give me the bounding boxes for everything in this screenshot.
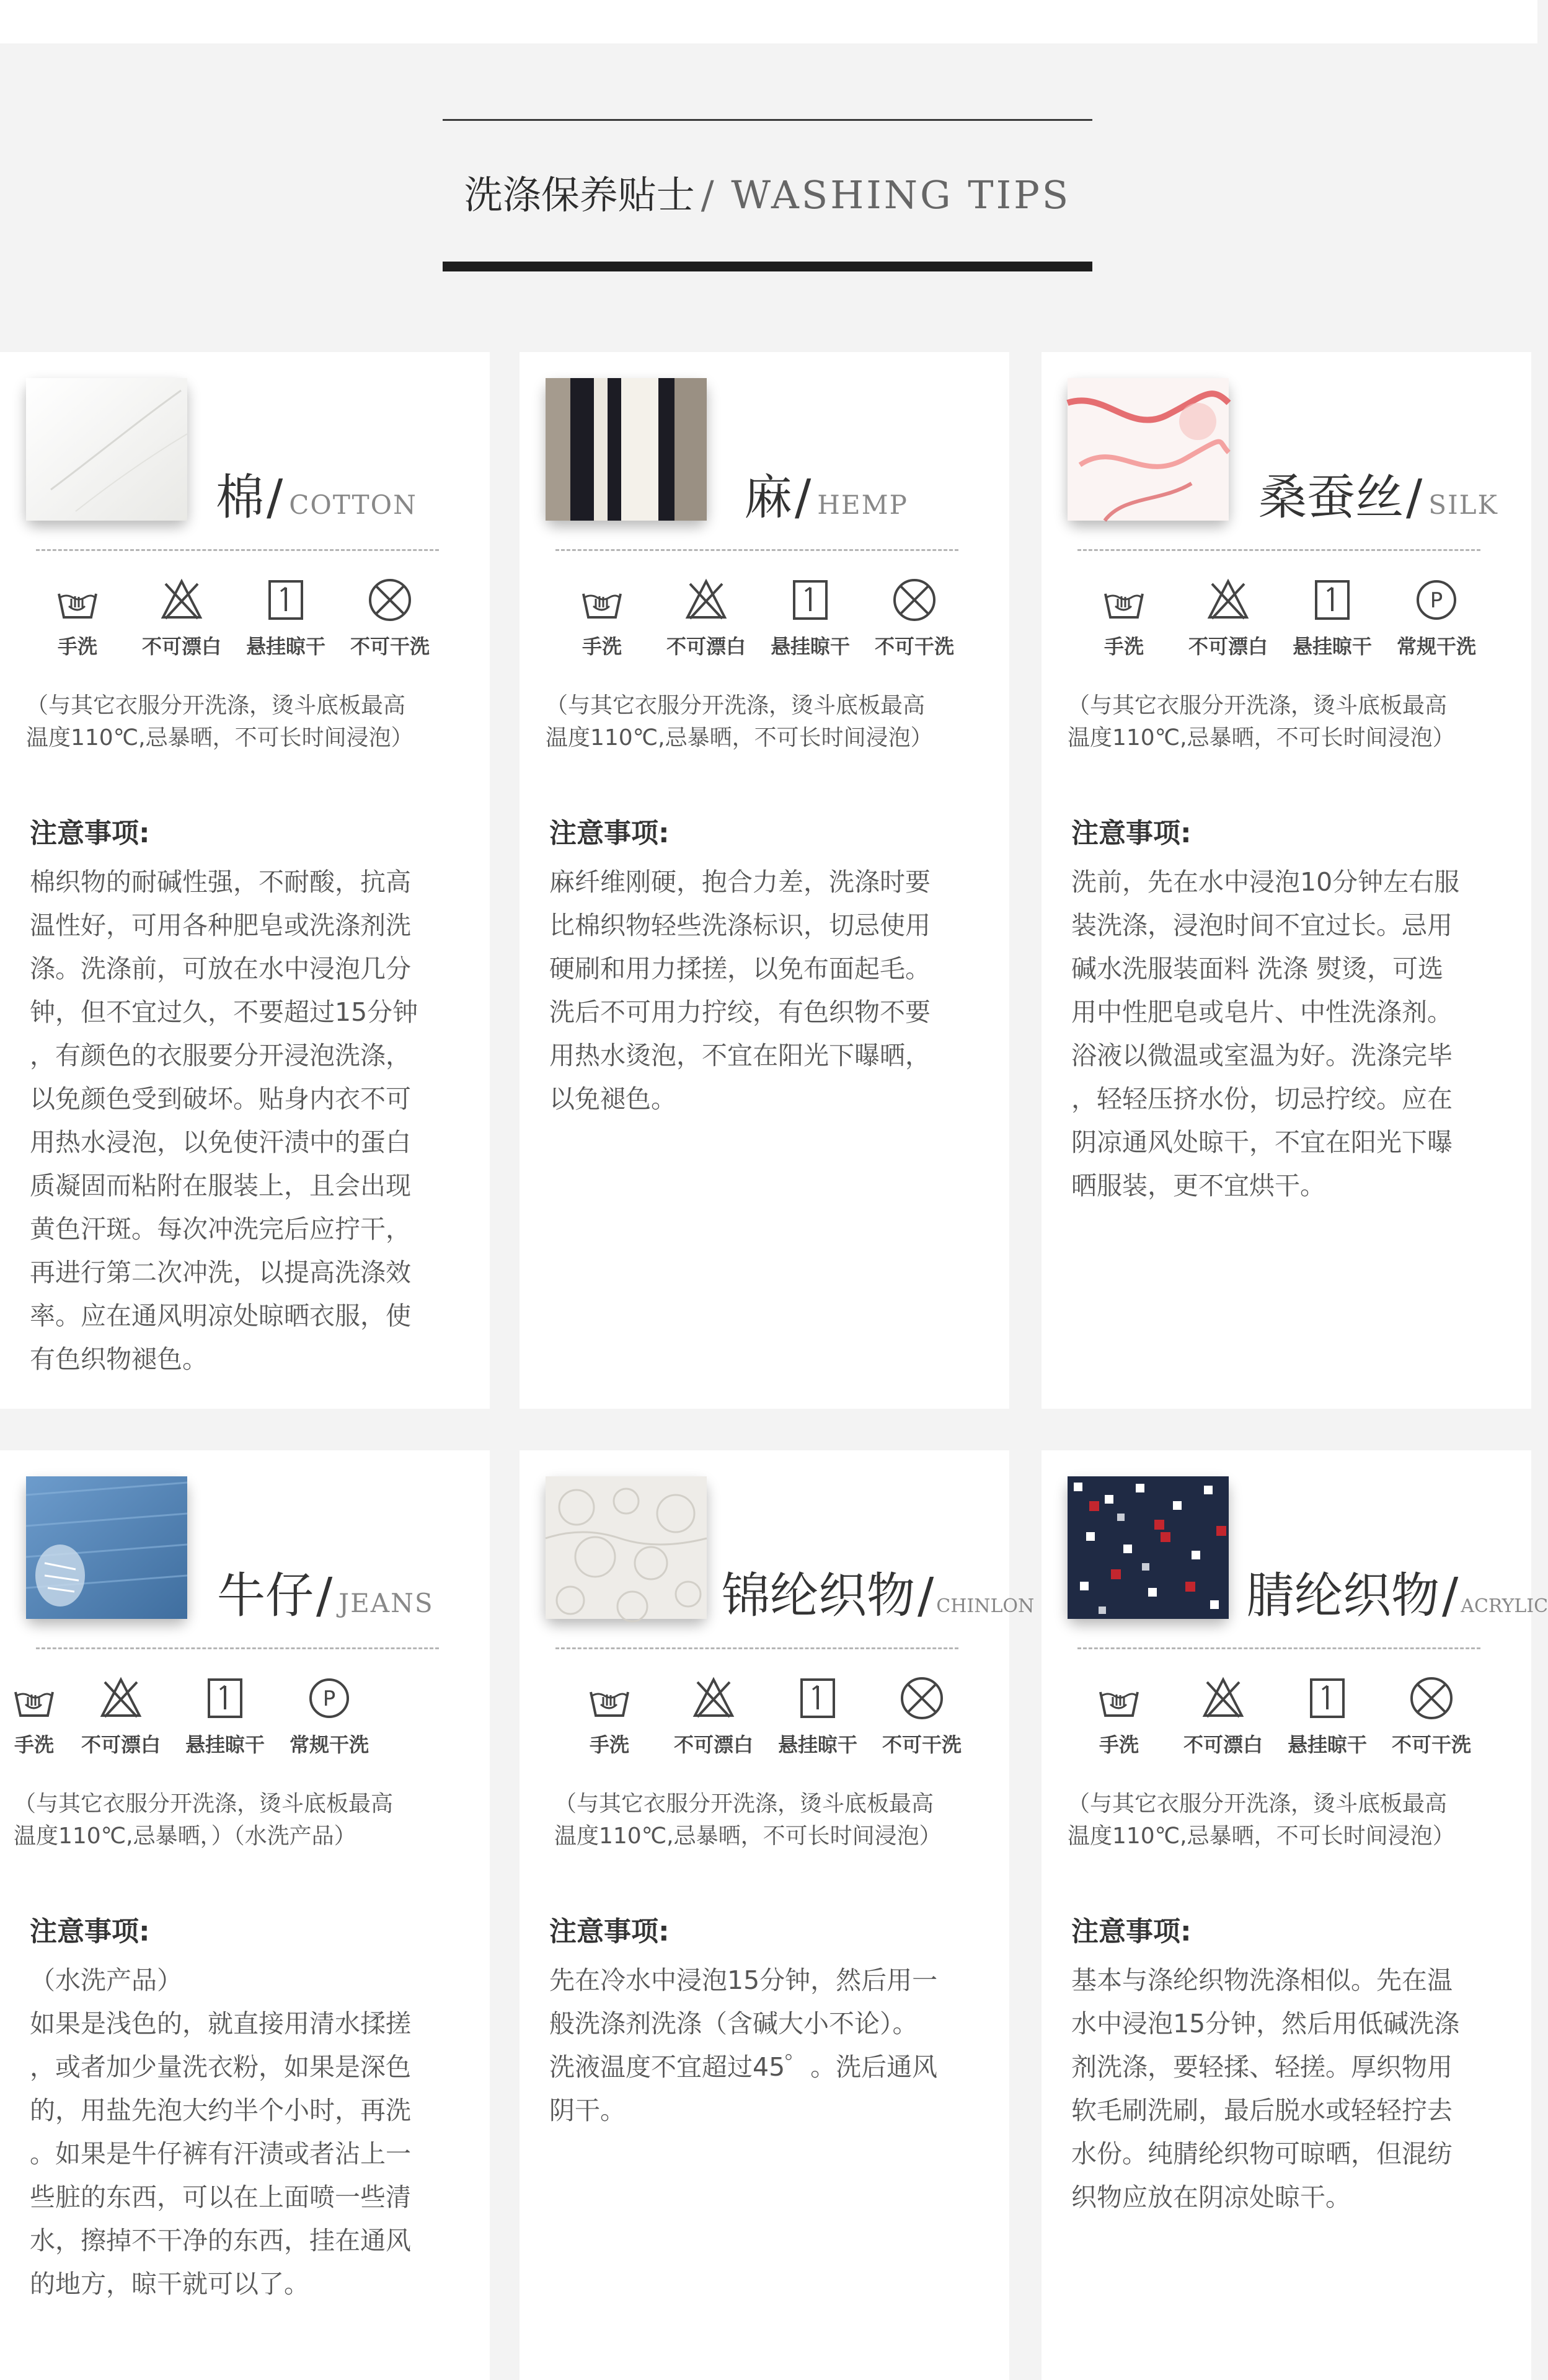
notice-line: 基本与涤纶织物洗涤相似。先在温: [1071, 1965, 1453, 1995]
notice-line: 硬刷和用力揉搓，以免布面起毛。: [549, 954, 931, 984]
acrylic-swatch-photo: [1068, 1476, 1229, 1619]
care-icon-cell: [1175, 575, 1281, 668]
dashed-divider: [1077, 1647, 1480, 1649]
fabric-card-silk: [1042, 352, 1531, 1409]
care-icon-label: 手洗: [1104, 635, 1144, 658]
care-icon-cell: [1384, 575, 1489, 668]
fabric-name-en: JEANS: [338, 1588, 434, 1618]
notice-line: 剂洗涤，要轻揉、轻搓。厚织物用: [1071, 2052, 1453, 2082]
care-icon-label: 手洗: [1099, 1733, 1139, 1756]
notice-body: [1071, 860, 1505, 1207]
notice-line: 用热水浸泡，以免使汗渍中的蛋白: [30, 1127, 411, 1157]
fabric-name-cn: 牛仔: [217, 1568, 314, 1624]
care-icon-cell: [1280, 575, 1385, 668]
hang-dry-icon: [785, 575, 835, 625]
notice-title: 注意事项:: [1071, 818, 1192, 849]
hang-dry-icon: [1303, 1673, 1352, 1723]
care-icon-cell: [1066, 1673, 1172, 1766]
notice-line: ，轻轻压挤水份，切忌拧绞。应在: [1071, 1084, 1453, 1114]
care-icon-cell: [549, 575, 655, 668]
dashed-divider: [555, 1647, 958, 1649]
regular-dry-clean-icon: [304, 1673, 354, 1723]
page-header: [0, 0, 1537, 347]
notice-line: 水，擦掉不干净的东西，挂在通风: [30, 2226, 411, 2255]
care-note: [14, 1788, 460, 1853]
fabric-name: [216, 467, 417, 536]
care-icon-cell: [653, 575, 759, 668]
silk-swatch-photo: [1068, 378, 1229, 521]
jeans-swatch-photo: [26, 1476, 187, 1619]
care-icon-cell: [765, 1673, 870, 1766]
fabric-name: [744, 467, 908, 536]
fabric-name: [217, 1565, 434, 1634]
care-icon-label: 不可漂白: [1188, 635, 1268, 658]
notice-line: 软毛刷洗刷，最后脱水或轻轻拧去: [1071, 2096, 1453, 2125]
hand-wash-icon: [1094, 1673, 1144, 1723]
fabric-name: [722, 1565, 1034, 1637]
notice-line: 再进行第二次冲洗，以提高洗涤效: [30, 1258, 411, 1287]
care-note-line: （与其它衣服分开洗涤，烫斗底板最高: [1068, 1791, 1448, 1817]
care-note-line: （与其它衣服分开洗涤，烫斗底板最高: [26, 693, 406, 718]
notice-line: 黄色汗斑。每次冲洗完后应拧干，: [30, 1214, 411, 1244]
notice-body: [1071, 1959, 1505, 2219]
care-icon-cell: [1379, 1673, 1484, 1766]
care-icon-label: 不可干洗: [882, 1733, 962, 1756]
hand-wash-icon: [585, 1673, 634, 1723]
notice-title: 注意事项:: [549, 1916, 670, 1947]
care-icon-label: 悬挂晾干: [1287, 1733, 1367, 1756]
notice-line: 涤。洗涤前，可放在水中浸泡几分: [30, 954, 411, 984]
notice-line: 麻纤维刚硬，抱合力差，洗涤时要: [549, 867, 931, 897]
care-note-line: 温度110℃,忌暴晒，不可长时间浸泡）: [554, 1823, 942, 1849]
fabric-name-en: COTTON: [289, 490, 417, 520]
no-bleach-icon: [96, 1673, 146, 1723]
fabric-name-en: SILK: [1428, 490, 1498, 520]
dashed-divider: [555, 549, 958, 551]
no-dry-clean-icon: [1407, 1673, 1456, 1723]
notice-line: 装洗涤，浸泡时间不宜过长。忌用: [1071, 910, 1453, 940]
hang-dry-icon: [200, 1673, 250, 1723]
fabric-card-hemp: [520, 352, 1009, 1409]
notice-body: [549, 860, 983, 1121]
header-bottom-rule: [443, 262, 1092, 271]
hemp-swatch-photo: [546, 378, 707, 521]
no-dry-clean-icon: [890, 575, 939, 625]
hang-dry-icon: [793, 1673, 843, 1723]
no-bleach-icon: [681, 575, 731, 625]
fabric-name-cn: 麻: [744, 470, 793, 526]
care-icon-cell: [129, 575, 234, 668]
notice-line: 水份。纯腈纶织物可晾晒，但混纺: [1071, 2139, 1453, 2169]
hand-wash-icon: [577, 575, 627, 625]
notice-line: 般洗涤剂洗涤（含碱大小不论）。: [549, 2009, 918, 2038]
care-icon-label: 不可漂白: [1183, 1733, 1263, 1756]
dashed-divider: [36, 549, 439, 551]
fabric-name: [1258, 467, 1498, 536]
notice-line: 浴液以微温或室温为好。洗涤完毕: [1071, 1041, 1453, 1070]
dashed-divider: [1077, 549, 1480, 551]
no-bleach-icon: [157, 575, 206, 625]
hand-wash-icon: [9, 1673, 59, 1723]
care-icon-cell: [758, 575, 863, 668]
notice-line: ，有颜色的衣服要分开浸泡洗涤，: [30, 1041, 411, 1070]
notice-line: 质凝固而粘附在服装上，且会出现: [30, 1171, 411, 1201]
care-icon-label: 手洗: [14, 1733, 54, 1756]
svg-text:P: P: [1430, 588, 1443, 613]
care-note: [1068, 690, 1514, 754]
fabric-name-cn: 锦纶织物: [722, 1568, 916, 1624]
care-icon-cell: [276, 1673, 382, 1766]
notice-title: 注意事项:: [1071, 1916, 1192, 1947]
notice-body: [30, 860, 464, 1381]
fabric-name-cn: 棉: [216, 470, 265, 526]
notice-line: 的地方，晾干就可以了。: [30, 2269, 309, 2299]
care-icon-label: 手洗: [57, 635, 97, 658]
notice-line: 晒服装，更不宜烘干。: [1071, 1171, 1325, 1201]
notice-body: [30, 1959, 464, 2306]
cotton-swatch-photo: [26, 378, 187, 521]
page-title: [443, 164, 1092, 226]
notice-body: [549, 1959, 983, 2132]
care-note-line: （与其它衣服分开洗涤，烫斗底板最高: [546, 693, 926, 718]
fabric-name-en: ACRYLIC: [1461, 1595, 1548, 1617]
care-icon-label: 悬挂晾干: [1292, 635, 1372, 658]
dashed-divider: [36, 1647, 439, 1649]
fabric-name-en: HEMP: [817, 490, 908, 520]
care-icon-label: 常规干洗: [289, 1733, 369, 1756]
notice-line: 阴干。: [549, 2096, 626, 2125]
care-note: [26, 690, 472, 754]
care-icon-label: 不可漂白: [666, 635, 746, 658]
notice-title: 注意事项:: [30, 818, 150, 849]
no-dry-clean-icon: [365, 575, 415, 625]
chinlon-swatch-photo: [546, 1476, 707, 1619]
care-note-line: 温度110℃,忌暴晒，不可长时间浸泡）: [1068, 725, 1455, 751]
notice-line: 先在冷水中浸泡15分钟，然后用一: [549, 1965, 938, 1995]
care-note-line: （与其它衣服分开洗涤，烫斗底板最高: [1068, 693, 1448, 718]
fabric-name-slash: /: [918, 1568, 934, 1624]
care-note-line: 温度110℃,忌暴晒，不可长时间浸泡）: [26, 725, 414, 751]
care-icon-cell: [869, 1673, 975, 1766]
notice-title: 注意事项:: [30, 1916, 150, 1947]
notice-line: 棉织物的耐碱性强，不耐酸，抗高: [30, 867, 411, 897]
care-icon-cell: [68, 1673, 174, 1766]
notice-line: 以免颜色受到破坏。贴身内衣不可: [30, 1084, 411, 1114]
fabric-card-cotton: [0, 352, 490, 1409]
hang-dry-icon: [261, 575, 311, 625]
hand-wash-icon: [53, 575, 102, 625]
care-icon-cell: [25, 575, 130, 668]
no-bleach-icon: [1203, 575, 1253, 625]
notice-line: 阴凉通风处晾干，不宜在阳光下曝: [1071, 1127, 1453, 1157]
notice-line: 用热水烫泡，不宜在阳光下曝晒，: [549, 1041, 931, 1070]
notice-line: ，或者加少量洗衣粉，如果是深色: [30, 2052, 411, 2082]
care-icon-cell: [337, 575, 443, 668]
fabric-name-slash: /: [1442, 1568, 1459, 1624]
fabric-name-slash: /: [316, 1568, 333, 1624]
fabric-name-en: CHINLON: [936, 1595, 1035, 1617]
care-icon-cell: [1071, 575, 1177, 668]
notice-line: 如果是浅色的，就直接用清水揉搓: [30, 2009, 411, 2038]
fabric-name-slash: /: [267, 470, 283, 526]
notice-line: 的，用盐先泡大约半个小时，再洗: [30, 2096, 411, 2125]
notice-line: 碱水洗服装面料 洗涤 熨烫，可选: [1071, 954, 1444, 984]
notice-line: 织物应放在阴凉处晾干。: [1071, 2182, 1351, 2212]
header-top-rule: [443, 119, 1092, 121]
care-icon-cell: [172, 1673, 278, 1766]
fabric-name-slash: /: [1406, 470, 1423, 526]
fabric-card-chinlon: [520, 1450, 1035, 2380]
care-icon-label: 手洗: [582, 635, 622, 658]
care-icon-label: 不可干洗: [874, 635, 954, 658]
fabric-name-slash: /: [795, 470, 812, 526]
care-icon-label: 悬挂晾干: [777, 1733, 857, 1756]
care-note: [1068, 1788, 1514, 1853]
notice-line: 用中性肥皂或皂片、中性洗涤剂。: [1071, 997, 1453, 1027]
care-icon-label: 常规干洗: [1396, 635, 1476, 658]
notice-line: 洗液温度不宜超过45゜。洗后通风: [549, 2052, 938, 2082]
page-title-en: / WASHING TIPS: [701, 172, 1071, 218]
care-icon-cell: [661, 1673, 766, 1766]
care-icon-label: 手洗: [589, 1733, 629, 1756]
care-icon-cell: [1275, 1673, 1380, 1766]
care-icon-label: 悬挂晾干: [245, 635, 325, 658]
hand-wash-icon: [1099, 575, 1149, 625]
care-icon-label: 不可漂白: [141, 635, 221, 658]
care-icon-label: 不可漂白: [673, 1733, 753, 1756]
no-dry-clean-icon: [897, 1673, 947, 1723]
fabric-card-acrylic: [1042, 1450, 1548, 2380]
care-icon-cell: [233, 575, 338, 668]
care-icon-label: 不可干洗: [1391, 1733, 1471, 1756]
svg-text:P: P: [322, 1686, 336, 1711]
notice-line: 有色织物褪色。: [30, 1344, 208, 1374]
care-icon-cell: [1170, 1673, 1276, 1766]
notice-line: 。如果是牛仔裤有汗渍或者沾上一: [30, 2139, 411, 2169]
care-note-line: 温度110℃,忌暴晒，）（水洗产品）: [14, 1823, 356, 1849]
care-note: [546, 690, 992, 754]
fabric-name-cn: 腈纶织物: [1246, 1568, 1440, 1624]
no-bleach-icon: [1198, 1673, 1248, 1723]
care-icon-label: 悬挂晾干: [185, 1733, 265, 1756]
regular-dry-clean-icon: [1412, 575, 1461, 625]
care-icon-label: 悬挂晾干: [770, 635, 850, 658]
care-icon-cell: [862, 575, 967, 668]
notice-line: 水中浸泡15分钟，然后用低碱洗涤: [1071, 2009, 1460, 2038]
notice-line: 些脏的东西，可以在上面喷一些清: [30, 2182, 411, 2212]
care-note-line: 温度110℃,忌暴晒，不可长时间浸泡）: [1068, 1823, 1455, 1849]
care-note-line: 温度110℃,忌暴晒，不可长时间浸泡）: [546, 725, 933, 751]
notice-title: 注意事项:: [549, 818, 670, 849]
care-note: [554, 1788, 1001, 1853]
care-icon-cell: [0, 1673, 68, 1766]
notice-line: 钟，但不宜过久，不要超过15分钟: [30, 997, 418, 1027]
notice-line: 洗前，先在水中浸泡10分钟左右服: [1071, 867, 1460, 897]
fabric-card-jeans: [0, 1450, 490, 2380]
hang-dry-icon: [1307, 575, 1357, 625]
notice-line: 率。应在通风明凉处晾晒衣服，使: [30, 1301, 411, 1331]
notice-line: 温性好，可用各种肥皂或洗涤剂洗: [30, 910, 411, 940]
care-icon-label: 不可漂白: [81, 1733, 161, 1756]
no-bleach-icon: [689, 1673, 738, 1723]
notice-line: 比棉织物轻些洗涤标识，切忌使用: [549, 910, 931, 940]
care-note-line: （与其它衣服分开洗涤，烫斗底板最高: [554, 1791, 934, 1817]
fabric-name: [1246, 1565, 1548, 1637]
notice-line: （水洗产品）: [30, 1965, 182, 1995]
care-icon-cell: [557, 1673, 662, 1766]
care-note-line: （与其它衣服分开洗涤，烫斗底板最高: [14, 1791, 394, 1817]
page-title-cn: 洗涤保养贴士: [464, 172, 695, 218]
notice-line: 以免褪色。: [549, 1084, 676, 1114]
care-icon-label: 不可干洗: [350, 635, 430, 658]
fabric-name-cn: 桑蚕丝: [1258, 470, 1404, 526]
notice-line: 洗后不可用力拧绞，有色织物不要: [549, 997, 931, 1027]
